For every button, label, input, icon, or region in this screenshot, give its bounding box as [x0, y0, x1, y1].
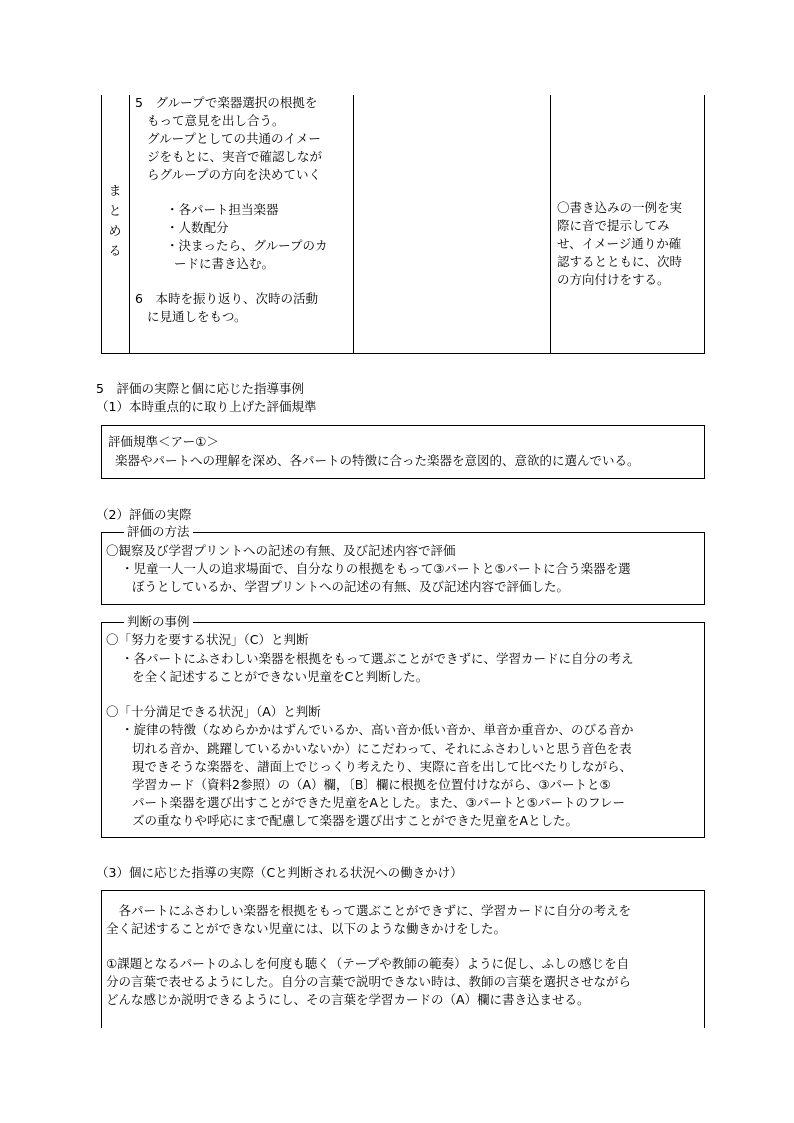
guidance-line: 全く記述することができない児童には、以下のような働きかけをした。 — [106, 921, 507, 936]
method-line: ・児童一人一人の追求場面で、自分なりの根拠をもって③パートと⑤パートに合う楽器を選 — [121, 561, 631, 576]
method-legend: 評価の方法 — [124, 524, 193, 540]
subsection-heading-2: （2）評価の実際 — [96, 507, 192, 522]
activity-line: に見通しをもつ。 — [147, 309, 247, 324]
activity-line: ジをもとに、実音で確認しなが — [147, 149, 323, 164]
guidance-border-top — [101, 890, 705, 891]
support-line: の方向付けをする。 — [557, 272, 670, 287]
activity-line: ・決まったら、グループのカ — [166, 238, 328, 253]
subsection-heading-3: （3）個に応じた指導の実際（Cと判断される状況への働きかけ） — [96, 865, 463, 880]
stage-label: ま と め る — [108, 183, 122, 258]
support-line: せ、イメージ通りか確 — [557, 236, 682, 251]
criteria-text: 楽器やパートへの理解を深め、各パートの特徴に合った楽器を意図的、意欲的に選んでいる。 — [115, 453, 640, 468]
table-border-right — [704, 95, 705, 353]
table-border-col3 — [550, 95, 551, 353]
activity-line: らグループの方向を決めていく — [147, 167, 322, 182]
method-line: ぼうとしているか、学習プリントへの記述の有無、及び記述内容で評価した。 — [132, 579, 570, 594]
guidance-line: 分の言葉で表せるようにした。自分の言葉で説明できない時は、教師の言葉を選択させながら — [106, 974, 632, 989]
guidance-border-right — [704, 890, 705, 1028]
activity-line: ードに書き込む。 — [174, 256, 275, 271]
guidance-line: ①課題となるパートのふしを何度も聴く（テープや教師の範奏）ように促し、ふしの感じを自 — [106, 956, 630, 971]
judgment-a-line: ズの重なりや呼応にまで配慮して楽器を選び出すことができた児童をAとした。 — [132, 813, 579, 828]
judgment-a-line: 現できそうな楽器を、譜面上でじっくり考えたり、実際に音を出して比べたりしながら、 — [132, 759, 633, 774]
activity-line: もって意見を出し合う。 — [147, 113, 285, 128]
judgment-c-title: 〇「努力を要する状況」（C）と判断 — [106, 632, 309, 647]
guidance-border-left — [101, 890, 102, 1028]
table-border-left — [101, 95, 102, 353]
table-border-bottom — [101, 353, 705, 354]
subsection-heading-1: （1）本時重点的に取り上げた評価規準 — [96, 399, 317, 414]
activity-line: 5 グループで楽器選択の根拠を — [135, 95, 318, 110]
activity-line: ・人数配分 — [166, 220, 229, 235]
activity-line: ・各パート担当楽器 — [166, 202, 279, 217]
support-line: 〇書き込みの一例を実 — [557, 200, 683, 215]
method-line: 〇観察及び学習プリントへの記述の有無、及び記述内容で評価 — [106, 543, 456, 558]
judgment-a-title: 〇「十分満足できる状況」（A）と判断 — [106, 704, 321, 719]
table-border-col1 — [129, 95, 130, 353]
table-border-col2 — [353, 95, 354, 353]
judgment-legend: 判断の事例 — [124, 614, 193, 630]
judgment-a-line: 学習カード（資料2参照）の（A）欄，〔B〕欄に根拠を位置付けながら、③パートと⑤ — [132, 777, 611, 792]
judgment-a-line: 切れる音か、跳躍しているかいないか）にこだわって、それにふさわしいと思う音色を表 — [132, 741, 632, 756]
support-line: 認するとともに、次時 — [557, 254, 683, 269]
support-line: 際に音で提示してみ — [557, 218, 670, 233]
judgment-c-line: を全く記述することができない児童をCと判断した。 — [132, 669, 429, 684]
judgment-a-line: パート楽器を選び出すことができた児童をAとした。また、③パートと⑤パートのフレー — [132, 795, 625, 810]
guidance-line: どんな感じか説明できるようにし、その言葉を学習カードの（A）欄に書き込ませる。 — [106, 992, 590, 1007]
guidance-line: 各パートにふさわしい楽器を根拠をもって選ぶことができずに、学習カードに自分の考えを — [106, 903, 632, 918]
judgment-c-line: ・各パートにふさわしい楽器を根拠をもって選ぶことができずに、学習カードに自分の考え — [121, 651, 634, 666]
section-heading: 5 評価の実際と個に応じた指導事例 — [96, 381, 304, 396]
activity-line: グループとしての共通のイメー — [147, 131, 321, 146]
activity-line: 6 本時を振り返り、次時の活動 — [135, 291, 318, 306]
judgment-a-line: ・旋律の特徴（なめらかかはずんでいるか、高い音か低い音か、単音か重音か、のびる音か — [121, 722, 634, 737]
criteria-title: 評価規準＜アー①＞ — [108, 434, 219, 449]
